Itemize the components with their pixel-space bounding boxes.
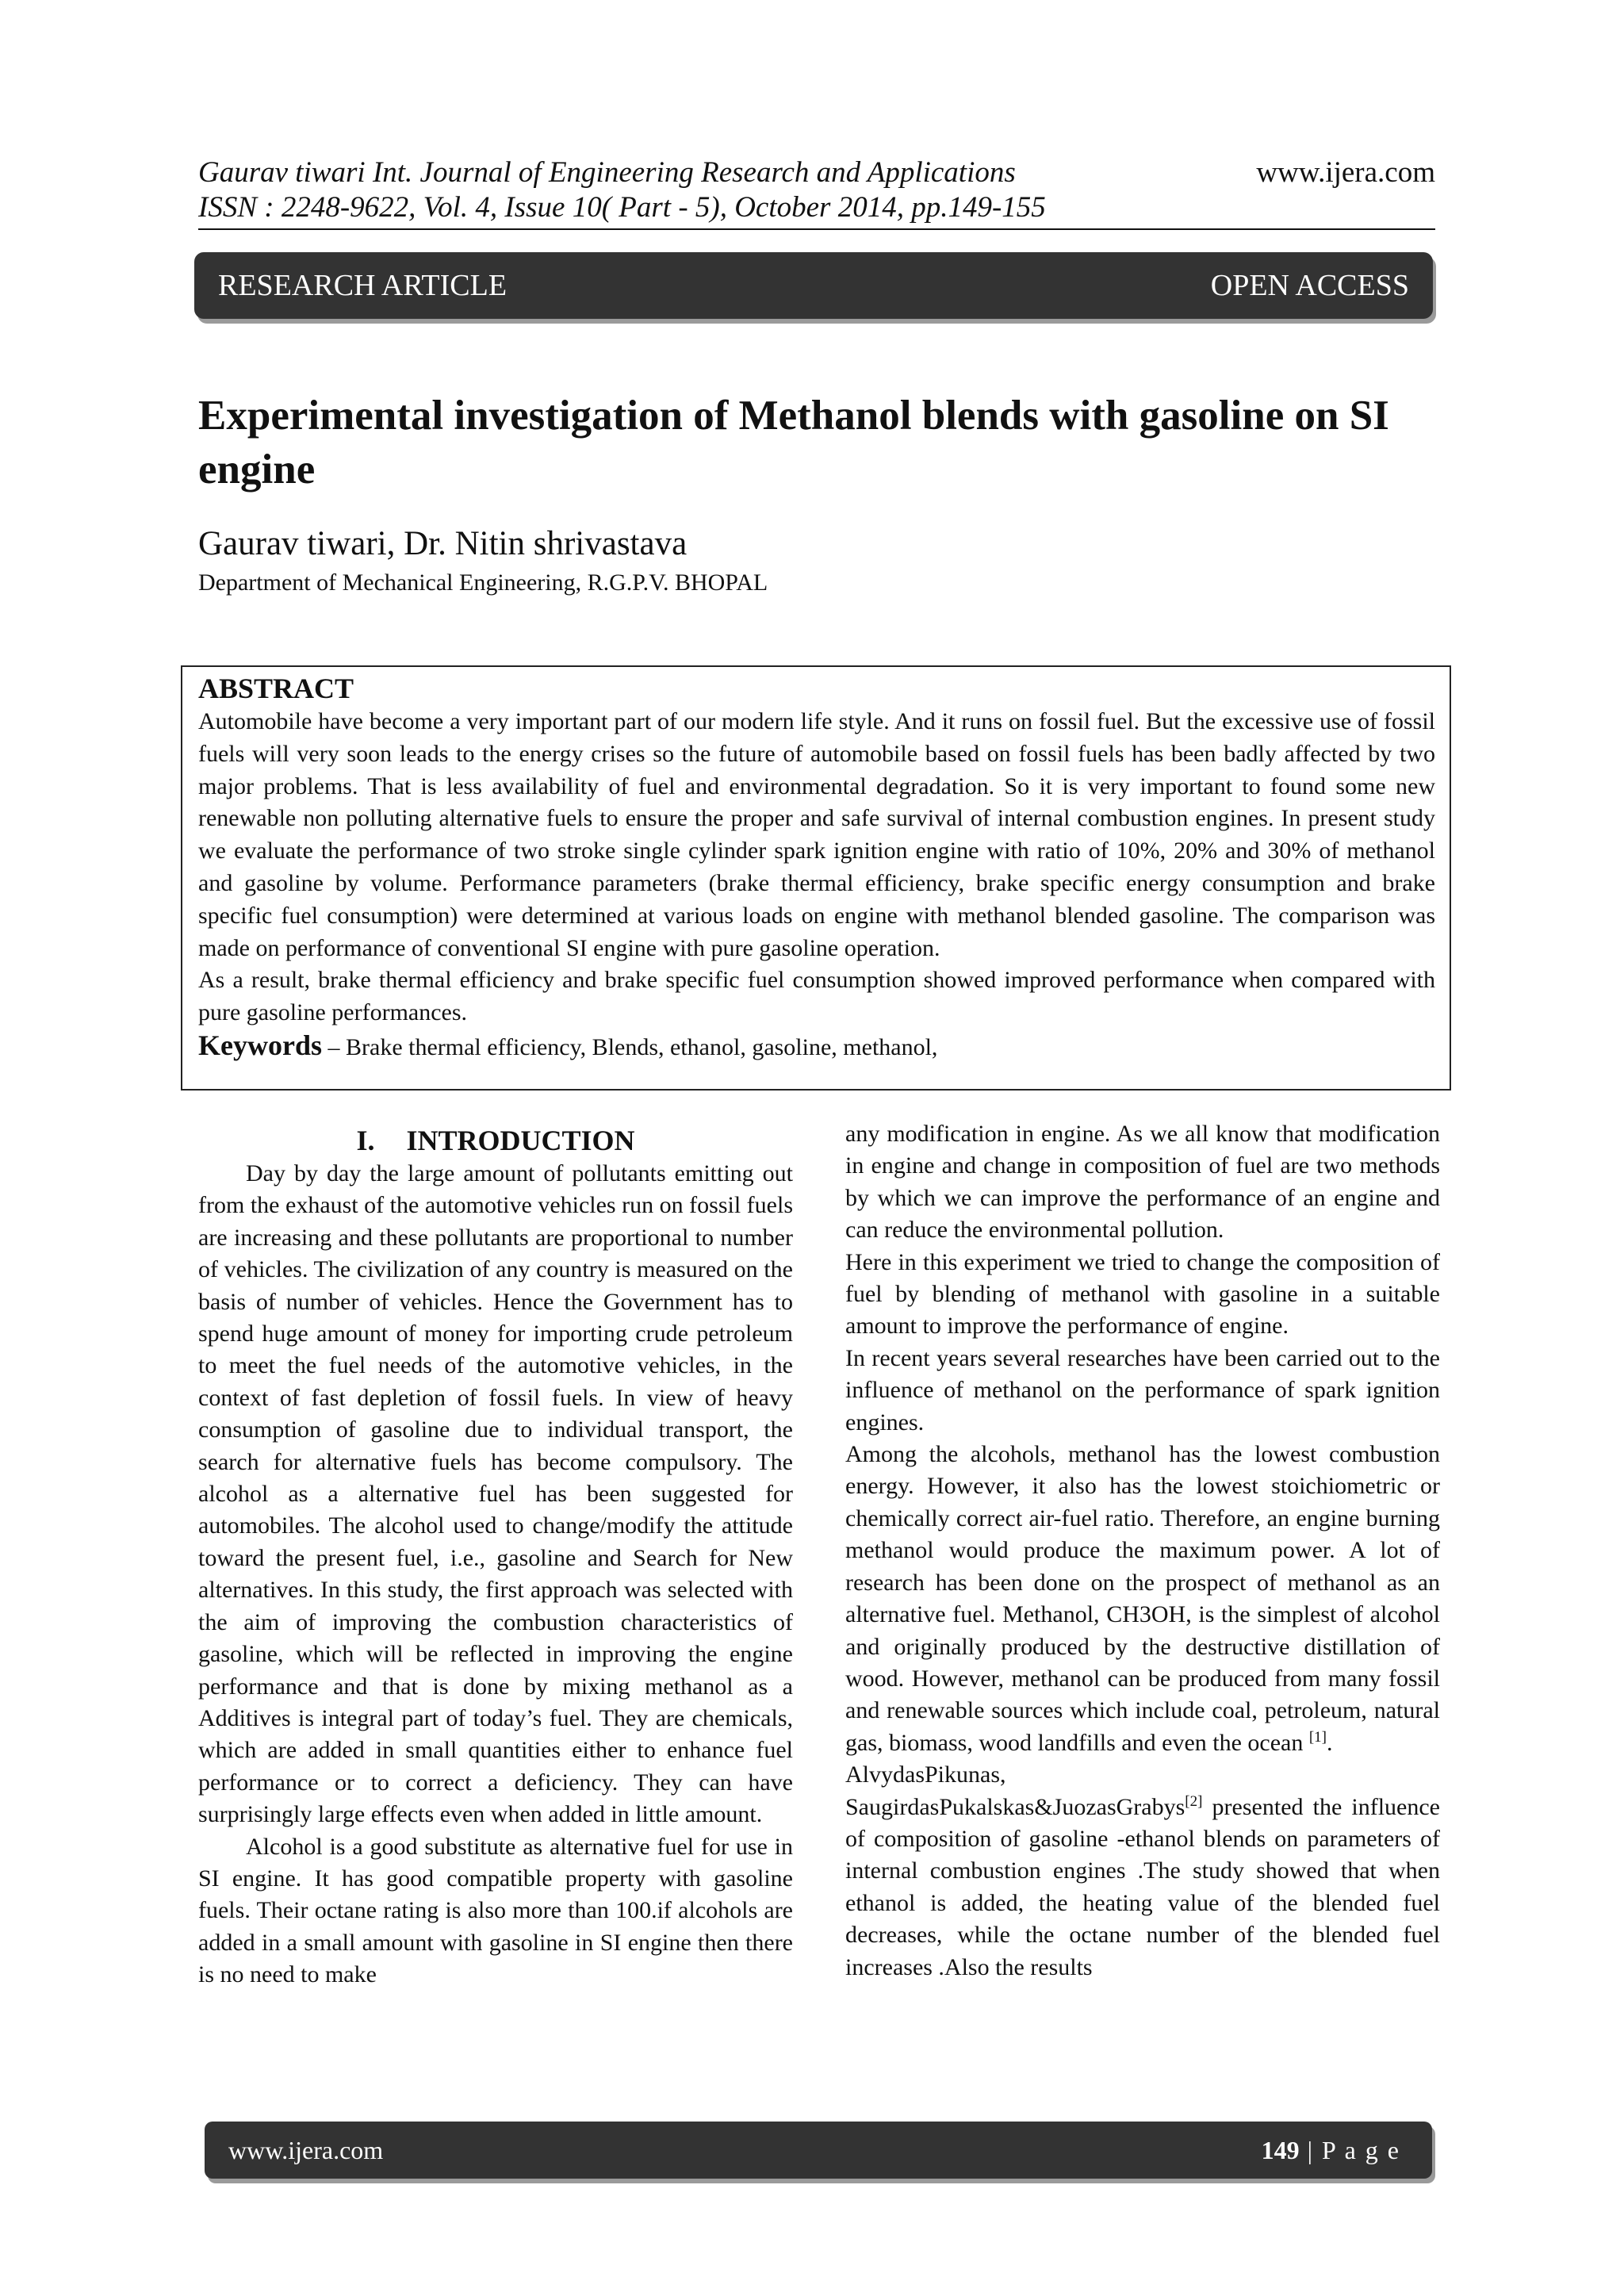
right-paragraph-1: any modification in engine. As we all know that modification in engine and change in composition of fuel are two methods by which we can improve the performance of an engine and can reduce the environmental pollution. [845, 1121, 1440, 1244]
journal-line: Gaurav tiwari Int. Journal of Engineering Research and Applications [198, 156, 1016, 189]
right-paragraph-2: Here in this experiment we tried to change the composition of fuel by blending of methanol with gasoline in a suitable amount to improve the performance of engine. [845, 1248, 1440, 1340]
paper-title: Experimental investigation of Methanol blends with gasoline on SI engine [198, 393, 1389, 493]
right-paragraph-4 [845, 1439, 1440, 1759]
section-title: INTRODUCTION [406, 1125, 635, 1156]
keywords-label: Keywords [198, 1029, 322, 1061]
methanol-text-end: . [1327, 1729, 1333, 1756]
intro-paragraph-1: Day by day the large amount of pollutants emitting out from the exhaust of the automotive vehicles run on fossil fuels are increasing and these pollutants are proportional to number of vehicles. The civilization of any country is measured on the basis of number of vehicles. Hence the Government has to spend huge amount of money for importing crude petroleum to meet the fuel needs of the automotive vehicles, in the context of fast depletion of fossil fuels. In view of heavy consumption of gasoline due to individual transport, the search for alternative fuels has become compulsory. The alcohol as a alternative fuel has been suggested for automobiles. The alcohol used to change/modify the attitude toward the present fuel, i.e., gasoline and Search for New alternatives. In this study, the first approach was selected with the aim of improving the combustion characteristics of gasoline, which will be reflected in improving the engine performance and that is done by mixing methanol as a Additives is integral part of today’s fuel. They are chemicals, which are added in small quantities either to enhance fuel performance or to correct a deficiency. They can have surprisingly large effects even when added in little amount. [198, 1160, 793, 1828]
abstract-section [198, 671, 1435, 1064]
right-paragraph-3: In recent years several researches have been carried out to the influence of methanol on the performance of spark ignition engines. [845, 1344, 1440, 1435]
open-access-label: OPEN ACCESS [1210, 269, 1409, 302]
research-article-label: RESEARCH ARTICLE [218, 269, 508, 302]
author-affiliation: Department of Mechanical Engineering, R.G.P.V. BHOPAL [198, 569, 768, 596]
issn-line: ISSN : 2248-9622, Vol. 4, Issue 10( Part - 5), October 2014, pp.149-155 [198, 191, 1046, 224]
right-paragraph-5-line-1: AlvydasPikunas, [845, 1761, 1006, 1788]
article-type-banner [194, 252, 1433, 319]
gasoline-ethanol-text: presented the influence of composition of gasoline -ethanol blends on parameters of internal combustion engines .The study showed that when ethanol is added, the heating value of the blended fuel decreases, while the octane number of the blended fuel increases .Also the results [845, 1793, 1440, 1980]
page-footer [205, 2122, 1432, 2179]
abstract-paragraph-2: As a result, brake thermal efficiency and brake specific fuel consumption showed improved performance when compared with pure gasoline performances. [198, 967, 1435, 1026]
page-number: 149 [1261, 2136, 1300, 2164]
running-header [198, 155, 1435, 225]
cited-authors: SaugirdasPukalskas&JuozasGrabys [845, 1793, 1185, 1820]
left-column [198, 1118, 793, 1991]
keywords-line [198, 1029, 1435, 1064]
header-website: www.ijera.com [1256, 156, 1435, 189]
methanol-text: Among the alcohols, methanol has the lowest combustion energy. However, it also has the lowest stoichiometric or chemically correct air-fuel ratio. Therefore, an engine burning methanol would produce the maximum power. A lot of research has been done on the prospect of methanol as an alternative fuel. Methanol, CH3OH, is the simplest of alcohol and originally produced by the destructive distillation of wood. However, methanol can be produced from many fossil and renewable sources which include coal, petroleum, natural gas, biomass, wood landfills and even the ocean [845, 1441, 1440, 1756]
citation-2: [2] [1185, 1792, 1203, 1810]
intro-paragraph-2: Alcohol is a good substitute as alternative fuel for use in SI engine. It has good compatible property with gasoline fuels. Their octane rating is also more than 100.if alcohols are added in a small amount with gasoline in SI engine then there is no need to make [198, 1833, 793, 1988]
abstract-paragraph-1: Automobile have become a very important part of our modern life style. And it runs on fossil fuel. But the excessive use of fossil fuels will very soon leads to the energy crises so the future of automobile based on fossil fuels has been badly affected by two major problems. That is less availability of fuel and environmental degradation. So it is very important to found some new renewable non polluting alternative fuels to ensure the proper and safe survival of internal combustion engines. In present study we evaluate the performance of two stroke single cylinder spark ignition engine with ratio of 10%, 20% and 30% of methanol and gasoline by volume. Performance parameters (brake thermal efficiency, brake specific energy consumption and brake specific fuel consumption) were determined at various loads on engine with methanol blended gasoline. The comparison was made on performance of conventional SI engine with pure gasoline operation. [198, 708, 1435, 961]
section-number: I. [356, 1125, 375, 1156]
abstract-heading: ABSTRACT [198, 673, 354, 704]
citation-1: [1] [1308, 1728, 1327, 1746]
footer-page-indicator [1262, 2122, 1400, 2179]
keywords-text: – Brake thermal efficiency, Blends, ethanol, gasoline, methanol, [322, 1033, 938, 1060]
paper-authors: Gaurav tiwari, Dr. Nitin shrivastava [198, 525, 688, 562]
right-column [845, 1118, 1440, 1984]
page-suffix: | P a g e [1299, 2136, 1400, 2164]
right-paragraph-5 [845, 1792, 1440, 1984]
footer-website: www.ijera.com [228, 2136, 384, 2164]
section-heading-introduction [198, 1123, 793, 1158]
header-rule [198, 228, 1435, 230]
